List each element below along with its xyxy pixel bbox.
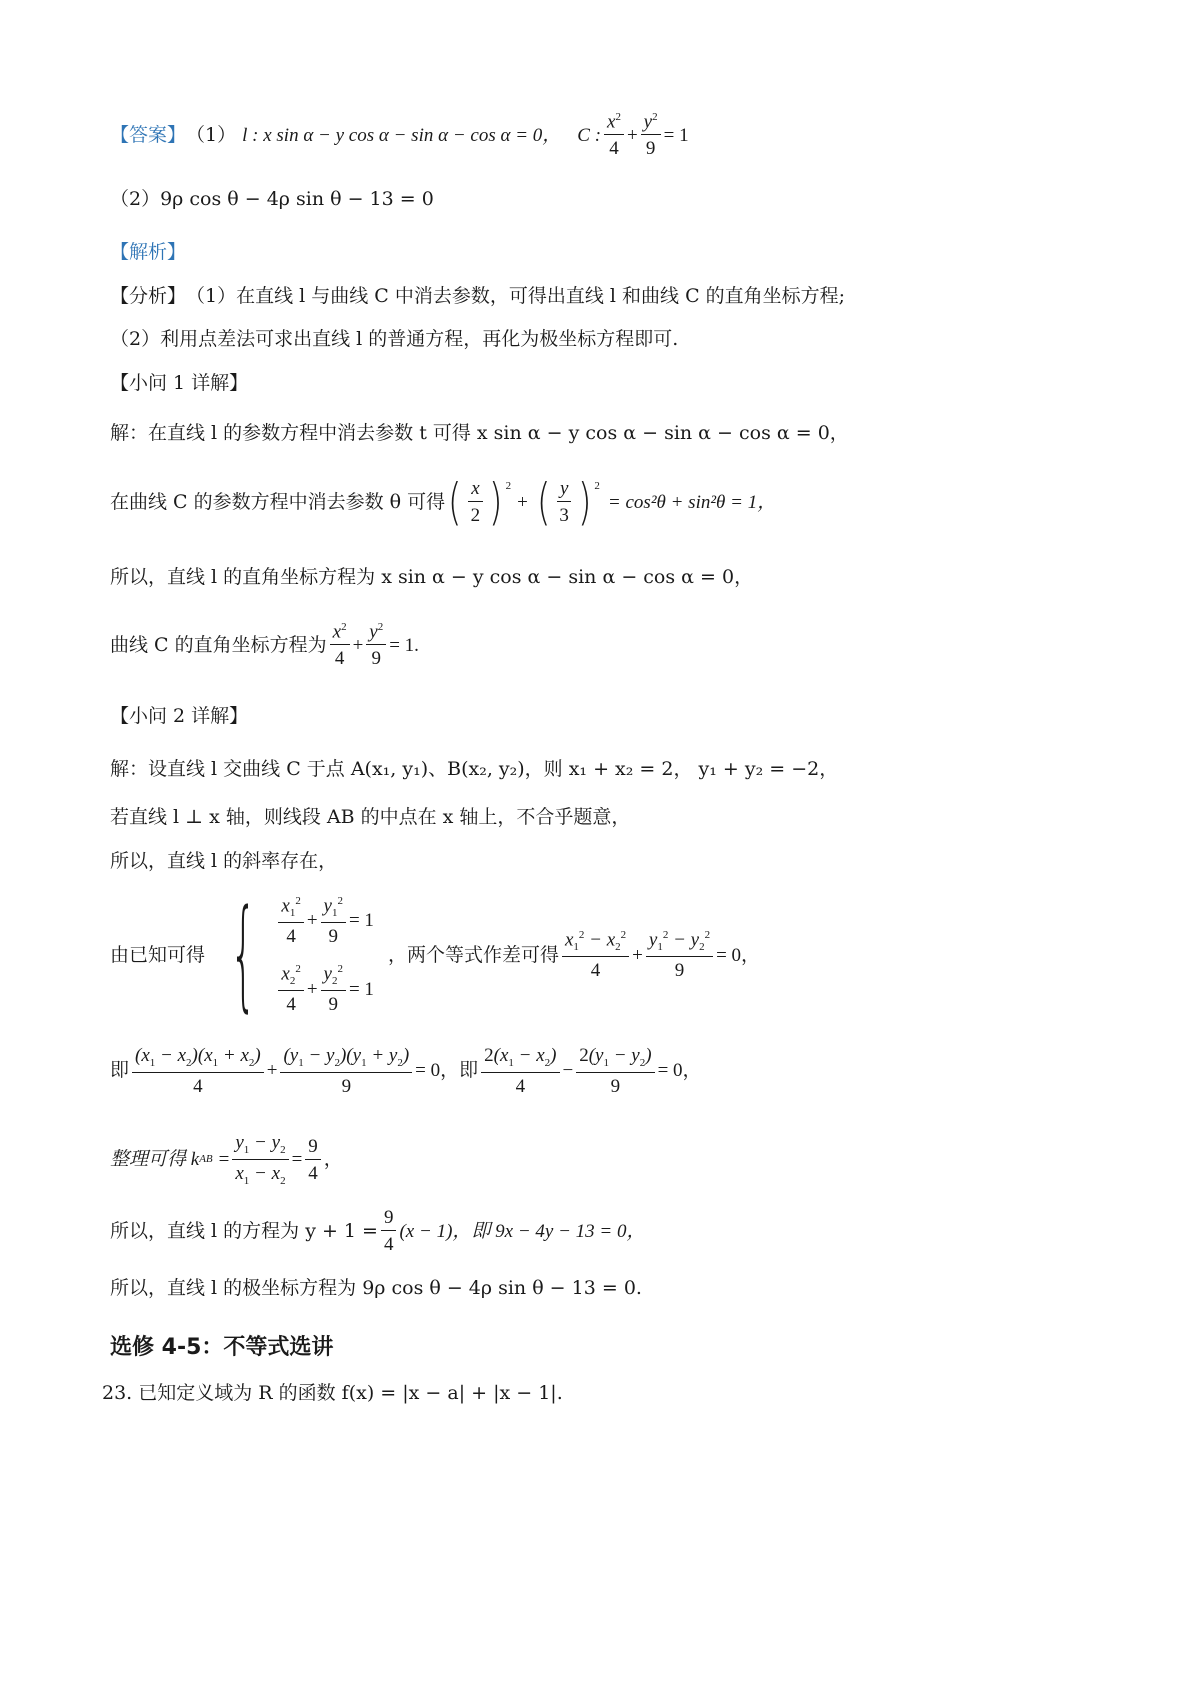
fenxi-line1-text: （1）在直线 l 与曲线 C 中消去参数，可得出直线 l 和曲线 C 的直角坐标方程; [186, 285, 846, 307]
q2-step4-suffix: = 0， [716, 944, 761, 966]
equation-system [205, 885, 374, 1024]
fraction-9-over-4: $\frac{9}{4}$ [305, 1137, 321, 1183]
fraction-denominator: 3 [559, 505, 569, 526]
fraction-y-over-3 [556, 479, 572, 525]
answer-part1-label: （1） [186, 123, 237, 146]
fenxi-line2: （2）利用点差法可求出直线 l 的普通方程，再化为极坐标方程即可. [110, 328, 679, 350]
q2-title: 【小问 2 详解】 [110, 705, 249, 727]
left-brace: { [229, 885, 257, 1024]
q2-step4: 由已知可得 { $\frac{x_1^2}{4}$ + $\frac{y_1^2}{9}$ = 1 $\frac{x_2^2}{4}$ + $\frac{y_2^2}{9}$ = 1 ，两个等式作差可得 $\frac{x_1^2 - x_2^2}{4}$ + $\frac{y_1^2 - y_2^2}{9}$ = 0， [110, 885, 761, 1024]
q2-step4-prefix: 由已知可得 [110, 943, 206, 966]
q2-step7-prefix: 所以，直线 l 的方程为 y + 1 = [110, 1219, 378, 1242]
q1-step2: 在曲线 C 的参数方程中消去参数 θ 可得 ( $\frac{x}{2}$ ) $^2$ + ( $\frac{y}{3}$ ) $^2$ = cos²θ + sin²θ = 1， [110, 473, 777, 531]
q1-step4-prefix: 曲线 C 的直角坐标方程为 [110, 633, 327, 656]
left-paren: ( [536, 473, 551, 531]
equation-system-rows [275, 896, 374, 1014]
q2-step5-mid: = 0，即 [415, 1060, 479, 1082]
q2-step1: 解：设直线 l 交曲线 C 于点 A(x₁, y₁)、B(x₂, y₂)，则 x₁ + x₂ = 2， y₁ + y₂ = −2， [110, 758, 839, 780]
fraction-numerator: y [557, 479, 571, 502]
fenxi-line1 [110, 287, 845, 306]
q1-title: 【小问 1 详解】 [110, 372, 249, 394]
q2-step4-mid: ，两个等式作差可得 [387, 943, 559, 966]
fraction-numerator: $y^2$ [366, 622, 386, 645]
fraction-numerator: x [468, 479, 482, 502]
answer-line [110, 112, 689, 158]
fraction-denominator: 9 [645, 138, 656, 160]
answer-fraction-x2-over-4 [604, 112, 624, 158]
q1-step3: 所以，直线 l 的直角坐标方程为 x sin α − y cos α − sin α − cos α = 0， [110, 566, 754, 588]
fraction-factored-y: $\frac{(y_1 - y_2)(y_1 + y_2)}{9}$ [280, 1046, 412, 1096]
problem-23: 23. 已知定义域为 R 的函数 f(x) = |x − a| + |x − 1|. [102, 1382, 563, 1404]
plus-sign: + [626, 124, 638, 146]
fraction-x2-over-4 [330, 622, 350, 668]
answer-tag: 【答案】 [110, 123, 187, 146]
fraction-numerator: $x^2$ [330, 622, 350, 645]
plus-sign: + [352, 634, 364, 656]
q2-step6-sub: AB [199, 1153, 213, 1166]
system-equation-1: $\frac{x_1^2}{4}$ + $\frac{y_1^2}{9}$ = 1 [275, 896, 374, 946]
answer-fraction-y2-over-9 [641, 112, 661, 158]
fraction-denominator: 4 [609, 138, 619, 160]
fraction-x-diff-squares: $\frac{x_1^2 - x_2^2}{4}$ [562, 930, 629, 980]
fraction-y2-over-9 [366, 622, 386, 668]
fraction-2y-diff: $\frac{2(y_1 - y_2)}{9}$ [576, 1046, 654, 1096]
fraction-9-over-4: $\frac{9}{4}$ [381, 1208, 397, 1254]
q1-step2-suffix: = cos²θ + sin²θ = 1， [607, 491, 777, 513]
answer-line-l-equation: l : x sin α − y cos α − sin α − cos α = 0， [242, 124, 562, 146]
right-paren: ) [577, 473, 592, 531]
fraction-denominator: 4 [334, 648, 345, 670]
fraction-x-over-2 [468, 479, 484, 525]
q2-step6: 整理可得 k AB = $\frac{y_1 - y_2}{x_1 - x_2}$ = $\frac{9}{4}$ ， [110, 1132, 343, 1187]
system-equation-2: $\frac{x_2^2}{4}$ + $\frac{y_2^2}{9}$ = 1 [275, 964, 374, 1014]
fraction-numerator: $y^2$ [641, 112, 661, 135]
fraction-numerator: $x^2$ [604, 112, 624, 135]
fraction-denominator: 9 [371, 648, 381, 670]
q1-step4 [110, 622, 419, 668]
section-heading: 选修 4-5：不等式选讲 [110, 1335, 334, 1360]
fraction-denominator: 2 [470, 505, 481, 526]
q2-step7 [110, 1208, 645, 1254]
q2-step3: 所以，直线 l 的斜率存在， [110, 850, 338, 872]
q2-step6-prefix: 整理可得 k [110, 1149, 200, 1171]
fraction-factored-x: $\frac{(x_1 - x_2)(x_1 + x_2)}{4}$ [132, 1046, 264, 1096]
fraction-y-diff-squares: $\frac{y_1^2 - y_2^2}{9}$ [646, 930, 713, 980]
q2-step5: 即 $\frac{(x_1 - x_2)(x_1 + x_2)}{4}$ + $\frac{(y_1 - y_2)(y_1 + y_2)}{9}$ = 0，即 $\frac{2(x_1 - x_2)}{4}$ − $\frac{2(y_1 - y_2)}{9}$ = 0， [110, 1045, 702, 1097]
q2-step2: 若直线 l ⊥ x 轴，则线段 AB 的中点在 x 轴上，不合乎题意， [110, 806, 631, 828]
left-paren: ( [448, 473, 462, 531]
fenxi-tag: 【分析】 [110, 285, 187, 307]
fraction-slope: $\frac{y_1 - y_2}{x_1 - x_2}$ [232, 1133, 288, 1187]
q2-step7-suffix: (x − 1)，即 9x − 4y − 13 = 0， [399, 1220, 646, 1242]
plus-sign: + [517, 491, 528, 513]
fraction-2x-diff: $\frac{2(x_1 - x_2)}{4}$ [481, 1046, 559, 1096]
analysis-tag: 【解析】 [110, 241, 187, 263]
q1-step1: 解：在直线 l 的参数方程中消去参数 t 可得 x sin α − y cos α − sin α − cos α = 0， [110, 422, 849, 444]
equals-one: = 1 [663, 124, 689, 146]
answer-part2: （2）9ρ cos θ − 4ρ sin θ − 13 = 0 [110, 188, 434, 210]
q2-step6-suffix: ， [323, 1148, 343, 1171]
q2-step5-suffix: = 0， [657, 1060, 702, 1082]
q2-step5-prefix: 即 [110, 1059, 130, 1082]
q1-step4-suffix: = 1. [389, 634, 419, 656]
answer-curve-c-prefix: C : [577, 124, 602, 146]
q1-step2-prefix: 在曲线 C 的参数方程中消去参数 θ 可得 [110, 490, 446, 513]
q2-step8: 所以，直线 l 的极坐标方程为 9ρ cos θ − 4ρ sin θ − 13 = 0. [110, 1277, 642, 1299]
right-paren: ) [489, 473, 503, 531]
